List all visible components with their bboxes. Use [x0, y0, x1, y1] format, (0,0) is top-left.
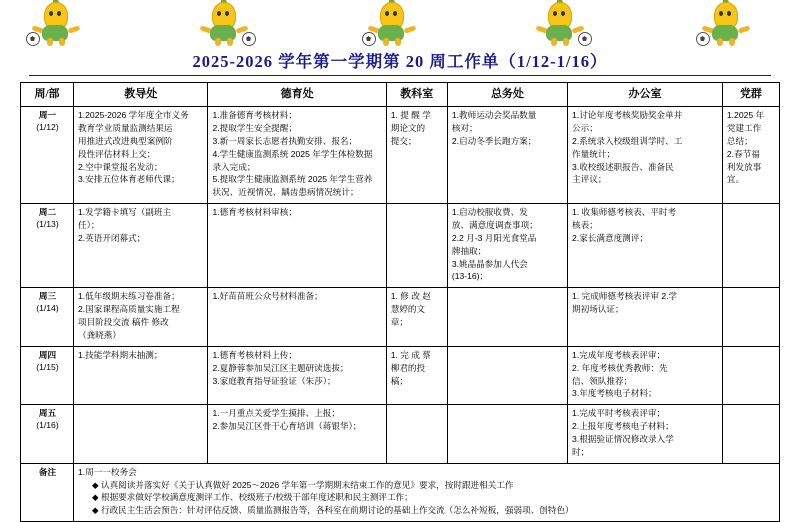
- cell-party-group: [722, 204, 779, 288]
- day-label: 周一: [38, 110, 57, 121]
- remark-item: [92, 492, 776, 504]
- task-line: 2.英语开闭幕式；: [77, 232, 146, 243]
- cell-admin-office: [568, 346, 723, 404]
- table-header-row: [21, 83, 780, 107]
- task-line: 1.一月重点关爱学生摸排、上报；: [212, 408, 340, 419]
- task-line: 4.学生健康监测系统 2025 年学生体检数据: [212, 148, 373, 159]
- task-line: (13-16)；: [451, 271, 489, 282]
- task-line: 2.提取学生安全提醒；: [212, 123, 297, 134]
- task-line: 2.空中课堂报名发动；: [77, 161, 163, 172]
- table-row: [21, 346, 780, 404]
- task-line: 1.低年级期末练习卷准备；: [77, 291, 180, 302]
- task-line: 3.收校级述职报告、准备民: [572, 161, 674, 172]
- task-line: 期初场认证；: [572, 304, 624, 315]
- task-line: 慧婷的文: [390, 304, 426, 315]
- table-row: [21, 288, 780, 346]
- task-line: 1.讨论年度考核奖励奖金单并: [572, 110, 683, 121]
- table-row: [21, 204, 780, 288]
- task-line: 主评议；: [572, 174, 607, 185]
- task-line: 放、满意度调查事项；: [451, 220, 538, 231]
- task-line: 2.参加吴江区骨干心育培训（蒋银华）；: [212, 421, 362, 432]
- task-line: 1.技能学科期末抽测；: [77, 349, 163, 360]
- cell-teaching-office: [73, 204, 207, 288]
- corn-mascot-soccer-icon: [700, 2, 754, 46]
- cell-party-group: [722, 346, 779, 404]
- task-line: 2.系统录入校级组训学时、工: [572, 135, 683, 146]
- task-line: 核对；: [451, 123, 478, 134]
- table-row: [21, 107, 780, 204]
- task-line: 2.2 月-3 月阳光食堂品: [451, 232, 537, 243]
- task-line: 公示；: [572, 123, 598, 134]
- cell-moral-education: [208, 288, 386, 346]
- task-line: 1.德育考核材料上传；: [212, 349, 297, 360]
- cell-moral-education: [208, 405, 386, 463]
- weekly-work-table: [20, 82, 780, 522]
- task-line: 2.夏静蓉参加吴江区主题研读选拔；: [212, 362, 349, 373]
- cell-teaching-office: [73, 405, 207, 463]
- task-line: 2.家长满意度测评；: [572, 232, 648, 243]
- day-date: (1/16): [36, 420, 59, 431]
- cell-teaching-office: [73, 288, 207, 346]
- cell-research-room: [386, 346, 447, 404]
- task-line: 1.好苗苗班公众号材料准备；: [212, 291, 323, 302]
- task-line: 任）；: [77, 220, 100, 231]
- task-line: 1.发学籍卡填写（副班主: [77, 207, 172, 218]
- task-line: 柳君的投: [390, 362, 426, 373]
- bullet-icon: ◆: [91, 479, 99, 490]
- cell-teaching-office: [73, 346, 207, 404]
- task-line: 3.新一周家长志愿者执勤安排、报名；: [212, 135, 358, 146]
- remark-item-text: 根据要求做好学校满意度测评工作、校级班子/校级干部年度述职和民主测评工作；: [100, 492, 413, 503]
- day-date: (1/15): [36, 361, 59, 372]
- task-line: 1. 收集师德考核表、平时考: [572, 207, 677, 218]
- bullet-icon: ◆: [91, 505, 99, 516]
- task-line: 核表；: [572, 220, 598, 231]
- task-line: 1. 完成师德考核表评审 2.学: [572, 291, 678, 302]
- task-line: 总结；: [726, 135, 753, 146]
- task-line: 1. 提 醒 学: [390, 110, 431, 121]
- cell-admin-office: [568, 405, 723, 463]
- page-title: 2025-2026 学年第一学期第 20 周工作单（1/12-1/16）: [192, 52, 608, 71]
- cell-admin-office: [568, 107, 723, 204]
- cell-admin-office: [568, 288, 723, 346]
- task-line: 2.上报年度考核电子材料；: [572, 421, 674, 432]
- day-cell: [21, 346, 74, 404]
- cell-general-affairs: [447, 346, 567, 404]
- column-header-admin-office: 办公室: [568, 83, 723, 107]
- task-line: 信、领队推荐；: [572, 375, 633, 386]
- column-header-teaching-office: 教导处: [73, 83, 207, 107]
- day-label: 周五: [38, 408, 57, 419]
- remark-row: [21, 463, 780, 521]
- corn-mascot-soccer-icon: [30, 2, 84, 46]
- task-line: 期论文的: [390, 123, 426, 134]
- task-line: 利发放事: [726, 161, 762, 172]
- column-header-department: 周/部: [21, 83, 74, 107]
- column-header-research-room: 教科室: [386, 83, 447, 107]
- day-label: 周二: [38, 207, 57, 218]
- task-line: 录入完成；: [212, 161, 256, 172]
- task-line: 提交；: [390, 135, 417, 146]
- task-line: 时；: [572, 446, 590, 457]
- remark-head: 1.周一一校务会: [77, 466, 137, 477]
- task-line: 1.德育考核材料审核；: [212, 207, 297, 218]
- column-header-party-group: 党群: [722, 83, 779, 107]
- cell-research-room: [386, 107, 447, 204]
- task-line: 1.准备德育考核材料；: [212, 110, 297, 121]
- task-line: （龚晓燕）: [77, 329, 121, 340]
- task-line: 1. 修 改 赵: [390, 291, 431, 302]
- task-line: 2. 年度考核优秀教师：先: [572, 362, 668, 373]
- task-line: 1. 完 成 蔡: [390, 349, 431, 360]
- task-line: 用推进式改进典型案例阶: [77, 135, 173, 146]
- corn-mascot-soccer-icon: [534, 2, 588, 46]
- remark-item-text: 行政民主生活会预告：针对评估反馈、质量监测报告等，各科室在前期讨论的基础上作交流（怎么补短板，强弱项、创特色）: [100, 505, 574, 516]
- task-line: 稿；: [390, 375, 408, 386]
- column-header-general-affairs: 总务处: [447, 83, 567, 107]
- task-line: 状况、近视情况、龋齿患病情况统计；: [212, 187, 359, 198]
- day-date: (1/14): [36, 303, 59, 314]
- cell-research-room: [386, 204, 447, 288]
- column-header-moral-education: 德育处: [208, 83, 386, 107]
- page-title-block: [0, 48, 800, 76]
- cell-general-affairs: [447, 405, 567, 463]
- cell-moral-education: [208, 204, 386, 288]
- day-label: 周三: [38, 291, 57, 302]
- task-line: 3.安排五位体育老师代课；: [77, 174, 180, 185]
- task-line: 党建工作: [726, 123, 762, 134]
- task-line: 1.启动校服收费、发: [451, 207, 528, 218]
- task-line: 5.提取学生健康监测系统 2025 年学生营养: [212, 174, 373, 185]
- day-date: (1/12): [36, 122, 59, 133]
- task-line: 项目阶段交流 稿件 修改: [77, 317, 169, 328]
- remark-label: 备注: [21, 463, 74, 521]
- cell-party-group: [722, 288, 779, 346]
- table-row: [21, 405, 780, 463]
- day-cell: [21, 107, 74, 204]
- remark-item: [92, 480, 776, 492]
- cell-moral-education: [208, 107, 386, 204]
- task-line: 2.启动冬季长跑方案；: [451, 135, 537, 146]
- cell-teaching-office: [73, 107, 207, 204]
- decorative-banner: [0, 0, 800, 46]
- cell-general-affairs: [447, 107, 567, 204]
- cell-party-group: [722, 107, 779, 204]
- task-line: 宜。: [726, 174, 745, 185]
- task-line: 3.年度考核电子材料；: [572, 388, 657, 399]
- task-line: 1.完成平时考核表评审；: [572, 408, 666, 419]
- task-line: 章；: [390, 317, 408, 328]
- task-line: 1.2025 年: [726, 110, 765, 121]
- table-body: [21, 107, 780, 463]
- corn-mascot-soccer-icon: [366, 2, 420, 46]
- task-line: 作量统计；: [572, 148, 616, 159]
- task-line: 3.家庭教育指导证验证（朱莎）；: [212, 375, 336, 386]
- task-line: 2.春节福: [726, 148, 760, 159]
- day-cell: [21, 405, 74, 463]
- task-line: 3.姚晶晶参加人代会: [451, 258, 528, 269]
- bullet-icon: ◆: [91, 492, 99, 503]
- day-date: (1/13): [36, 219, 59, 230]
- remark-body: [73, 463, 779, 521]
- title-divider: [29, 75, 771, 76]
- task-line: 牌抽取；: [451, 245, 487, 256]
- task-line: 1.教师运动会奖品数量: [451, 110, 537, 121]
- task-line: 1.2025-2026 学年度全市义务: [77, 110, 189, 121]
- cell-research-room: [386, 405, 447, 463]
- task-line: 2.国家课程高质量实施工程: [77, 304, 180, 315]
- task-line: 1.完成年度考核表评审；: [572, 349, 666, 360]
- task-line: 教育学业质量监测结果运: [77, 123, 173, 134]
- day-cell: [21, 288, 74, 346]
- cell-admin-office: [568, 204, 723, 288]
- remark-item: [92, 505, 776, 517]
- remark-item-text: 认真阅读并落实好《关于认真做好 2025～2026 学年第一学期期末结束工作的意见》要求，按时跟进相关工作: [100, 479, 514, 490]
- cell-general-affairs: [447, 288, 567, 346]
- corn-mascot-soccer-icon: [198, 2, 252, 46]
- cell-general-affairs: [447, 204, 567, 288]
- day-label: 周四: [38, 349, 57, 360]
- task-line: 段性评估材料上交；: [77, 148, 156, 159]
- day-cell: [21, 204, 74, 288]
- cell-research-room: [386, 288, 447, 346]
- cell-moral-education: [208, 346, 386, 404]
- remark-item-list: [78, 480, 776, 518]
- task-line: 3.根据验证情况修改录入学: [572, 433, 674, 444]
- cell-party-group: [722, 405, 779, 463]
